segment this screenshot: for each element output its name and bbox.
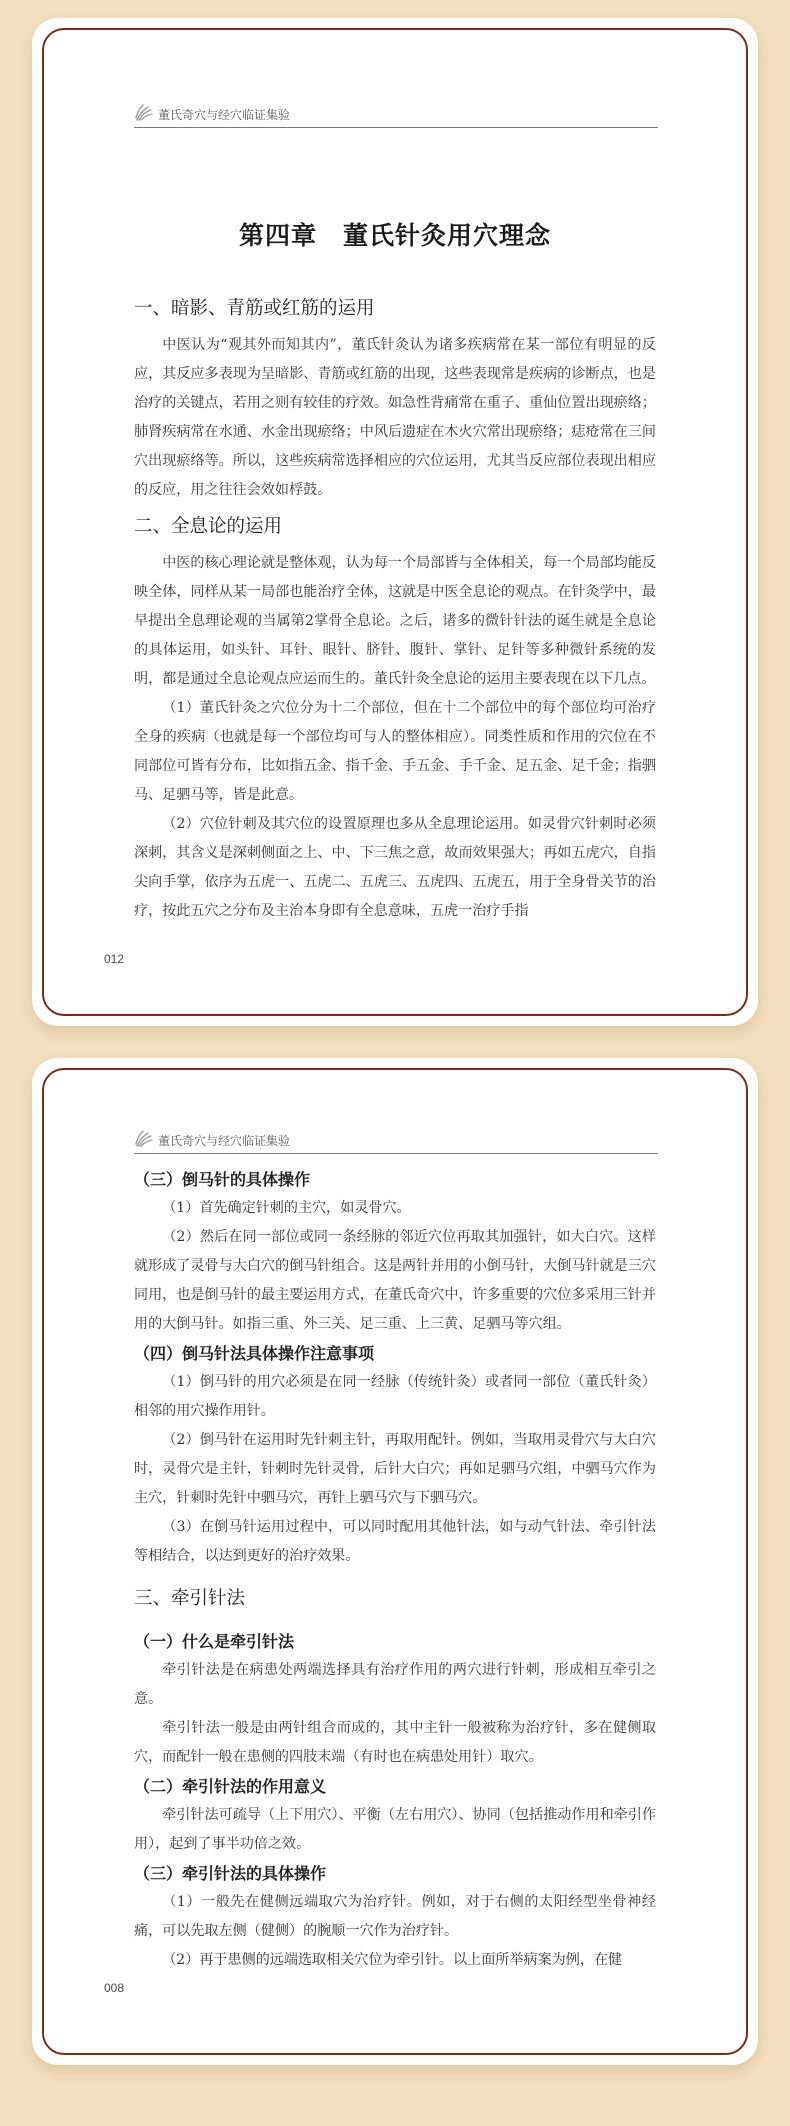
- body-paragraph: （1）首先确定针刺的主穴，如灵骨穴。: [162, 1200, 411, 1216]
- subsection-heading: （一）什么是牵引针法: [134, 1632, 295, 1651]
- hand-logo-icon: [134, 103, 154, 123]
- body-paragraph: 牵引针法一般是由两针组合而成的，其中主针一般被称为治疗针，多在健侧取穴，而配针一般在患侧的四肢末端（有时也在病患处用针）取穴。: [134, 1720, 656, 1765]
- body-paragraph: （1）董氏针灸之穴位分为十二个部位，但在十二个部位中的每个部位均可治疗全身的疾病（也就是每一个部位均可与人的整体相应）。同类性质和作用的穴位在不同部位可皆有分布，比如指五金、指千金、手五金、手千金、足五金、足千金；指驷马、足驷马等，皆是此意。: [134, 700, 656, 803]
- subsection-heading: （二）牵引针法的作用意义: [134, 1777, 327, 1796]
- hand-logo-icon: [134, 1129, 154, 1149]
- body-paragraph: 牵引针法是在病患处两端选择具有治疗作用的两穴进行针刺，形成相互牵引之意。: [134, 1662, 656, 1707]
- page-number: 008: [104, 1981, 125, 1995]
- page-number: 012: [104, 952, 125, 966]
- subsection-heading: （三）牵引针法的具体操作: [134, 1864, 327, 1883]
- running-title: 董氏奇穴与经穴临证集验: [158, 1134, 291, 1148]
- section-heading: 三、牵引针法: [134, 1588, 246, 1609]
- body-paragraph: 中医的核心理论就是整体观，认为每一个局部皆与全体相关，每一个局部均能反映全体，同样从某一局部也能治疗全体，这就是中医全息论的观点。在针灸学中，最早提出全息理论观的当属第2掌骨全息论。之后，诸多的微针针法的诞生就是全息论的具体运用，如头针、耳针、眼针、脐针、腹针、掌针、足针等多种微针系统的发明，都是通过全息论观点应运而生的。董氏针灸全息论的运用主要表现在以下几点。: [134, 555, 656, 687]
- running-title: 董氏奇穴与经穴临证集验: [158, 108, 291, 122]
- running-header: [134, 98, 658, 128]
- body-paragraph: 牵引针法可疏导（上下用穴）、平衡（左右用穴）、协同（包括推动作用和牵引作用），起到了事半功倍之效。: [134, 1807, 656, 1852]
- body-paragraph: （3）在倒马针运用过程中，可以同时配用其他针法，如与动气针法、牵引针法等相结合，以达到更好的治疗效果。: [134, 1519, 656, 1564]
- body-paragraph: （1）倒马针的用穴必须是在同一经脉（传统针灸）或者同一部位（董氏针灸）相邻的用穴操作用针。: [134, 1374, 656, 1419]
- page1-content: [134, 289, 656, 926]
- body-paragraph: （2）再于患侧的远端选取相关穴位为牵引针。以上面所举病案为例，在健: [162, 1952, 623, 1968]
- body-paragraph: （2）然后在同一部位或同一条经脉的邻近穴位再取其加强针，如大白穴。这样就形成了灵骨与大白穴的倒马针组合。这是两针并用的小倒马针，大倒马针就是三穴同用，也是倒马针的最主要运用方式，在董氏奇穴中，许多重要的穴位多采用三针并用的大倒马针。如指三重、外三关、足三重、上三黄、足驷马等穴组。: [134, 1229, 656, 1332]
- body-paragraph: （2）穴位针刺及其穴位的设置原理也多从全息理论运用。如灵骨穴针刺时必须深刺，其含义是深刺侧面之上、中、下三焦之意，故而效果强大；再如五虎穴，自指尖向手掌，依序为五虎一、五虎二、五虎三、五虎四、五虎五，用于全身骨关节的治疗，按此五穴之分布及主治本身即有全息意味，五虎一治疗手指: [134, 816, 656, 919]
- subsection-heading: （三）倒马针的具体操作: [134, 1170, 311, 1189]
- page2-content: [134, 1165, 656, 1975]
- chapter-title: 第四章 董氏针灸用穴理念: [238, 221, 551, 250]
- subsection-heading: （四）倒马针法具体操作注意事项: [134, 1344, 375, 1363]
- body-paragraph: （1）一般先在健侧远端取穴为治疗针。例如，对于右侧的太阳经型坐骨神经痛，可以先取左侧（健侧）的腕顺一穴作为治疗针。: [134, 1894, 656, 1939]
- section-heading: 一、暗影、青筋或红筋的运用: [134, 298, 375, 319]
- body-paragraph: （2）倒马针在运用时先针刺主针，再取用配针。例如，当取用灵骨穴与大白穴时，灵骨穴是主针，针刺时先针灵骨，后针大白穴；再如足驷马穴组，中驷马穴作为主穴，针刺时先针中驷马穴，再针上驷马穴与下驷马穴。: [134, 1432, 656, 1506]
- body-paragraph: 中医认为“观其外而知其内”，董氏针灸认为诸多疾病常在某一部位有明显的反应，其反应多表现为呈暗影、青筋或红筋的出现，这些表现常是疾病的诊断点，也是治疗的关键点，若用之则有较佳的疗效。如急性背痛常在重子、重仙位置出现瘀络；肺肾疾病常在水通、水金出现瘀络；中风后遗症在木火穴常出现瘀络；痣疮常在三间穴出现瘀络等。所以，这些疾病常选择相应的穴位运用，尤其当反应部位表现出相应的反应，用之往往会效如桴鼓。: [134, 337, 656, 498]
- section-heading: 二、全息论的运用: [134, 516, 283, 537]
- running-header: [134, 1124, 658, 1154]
